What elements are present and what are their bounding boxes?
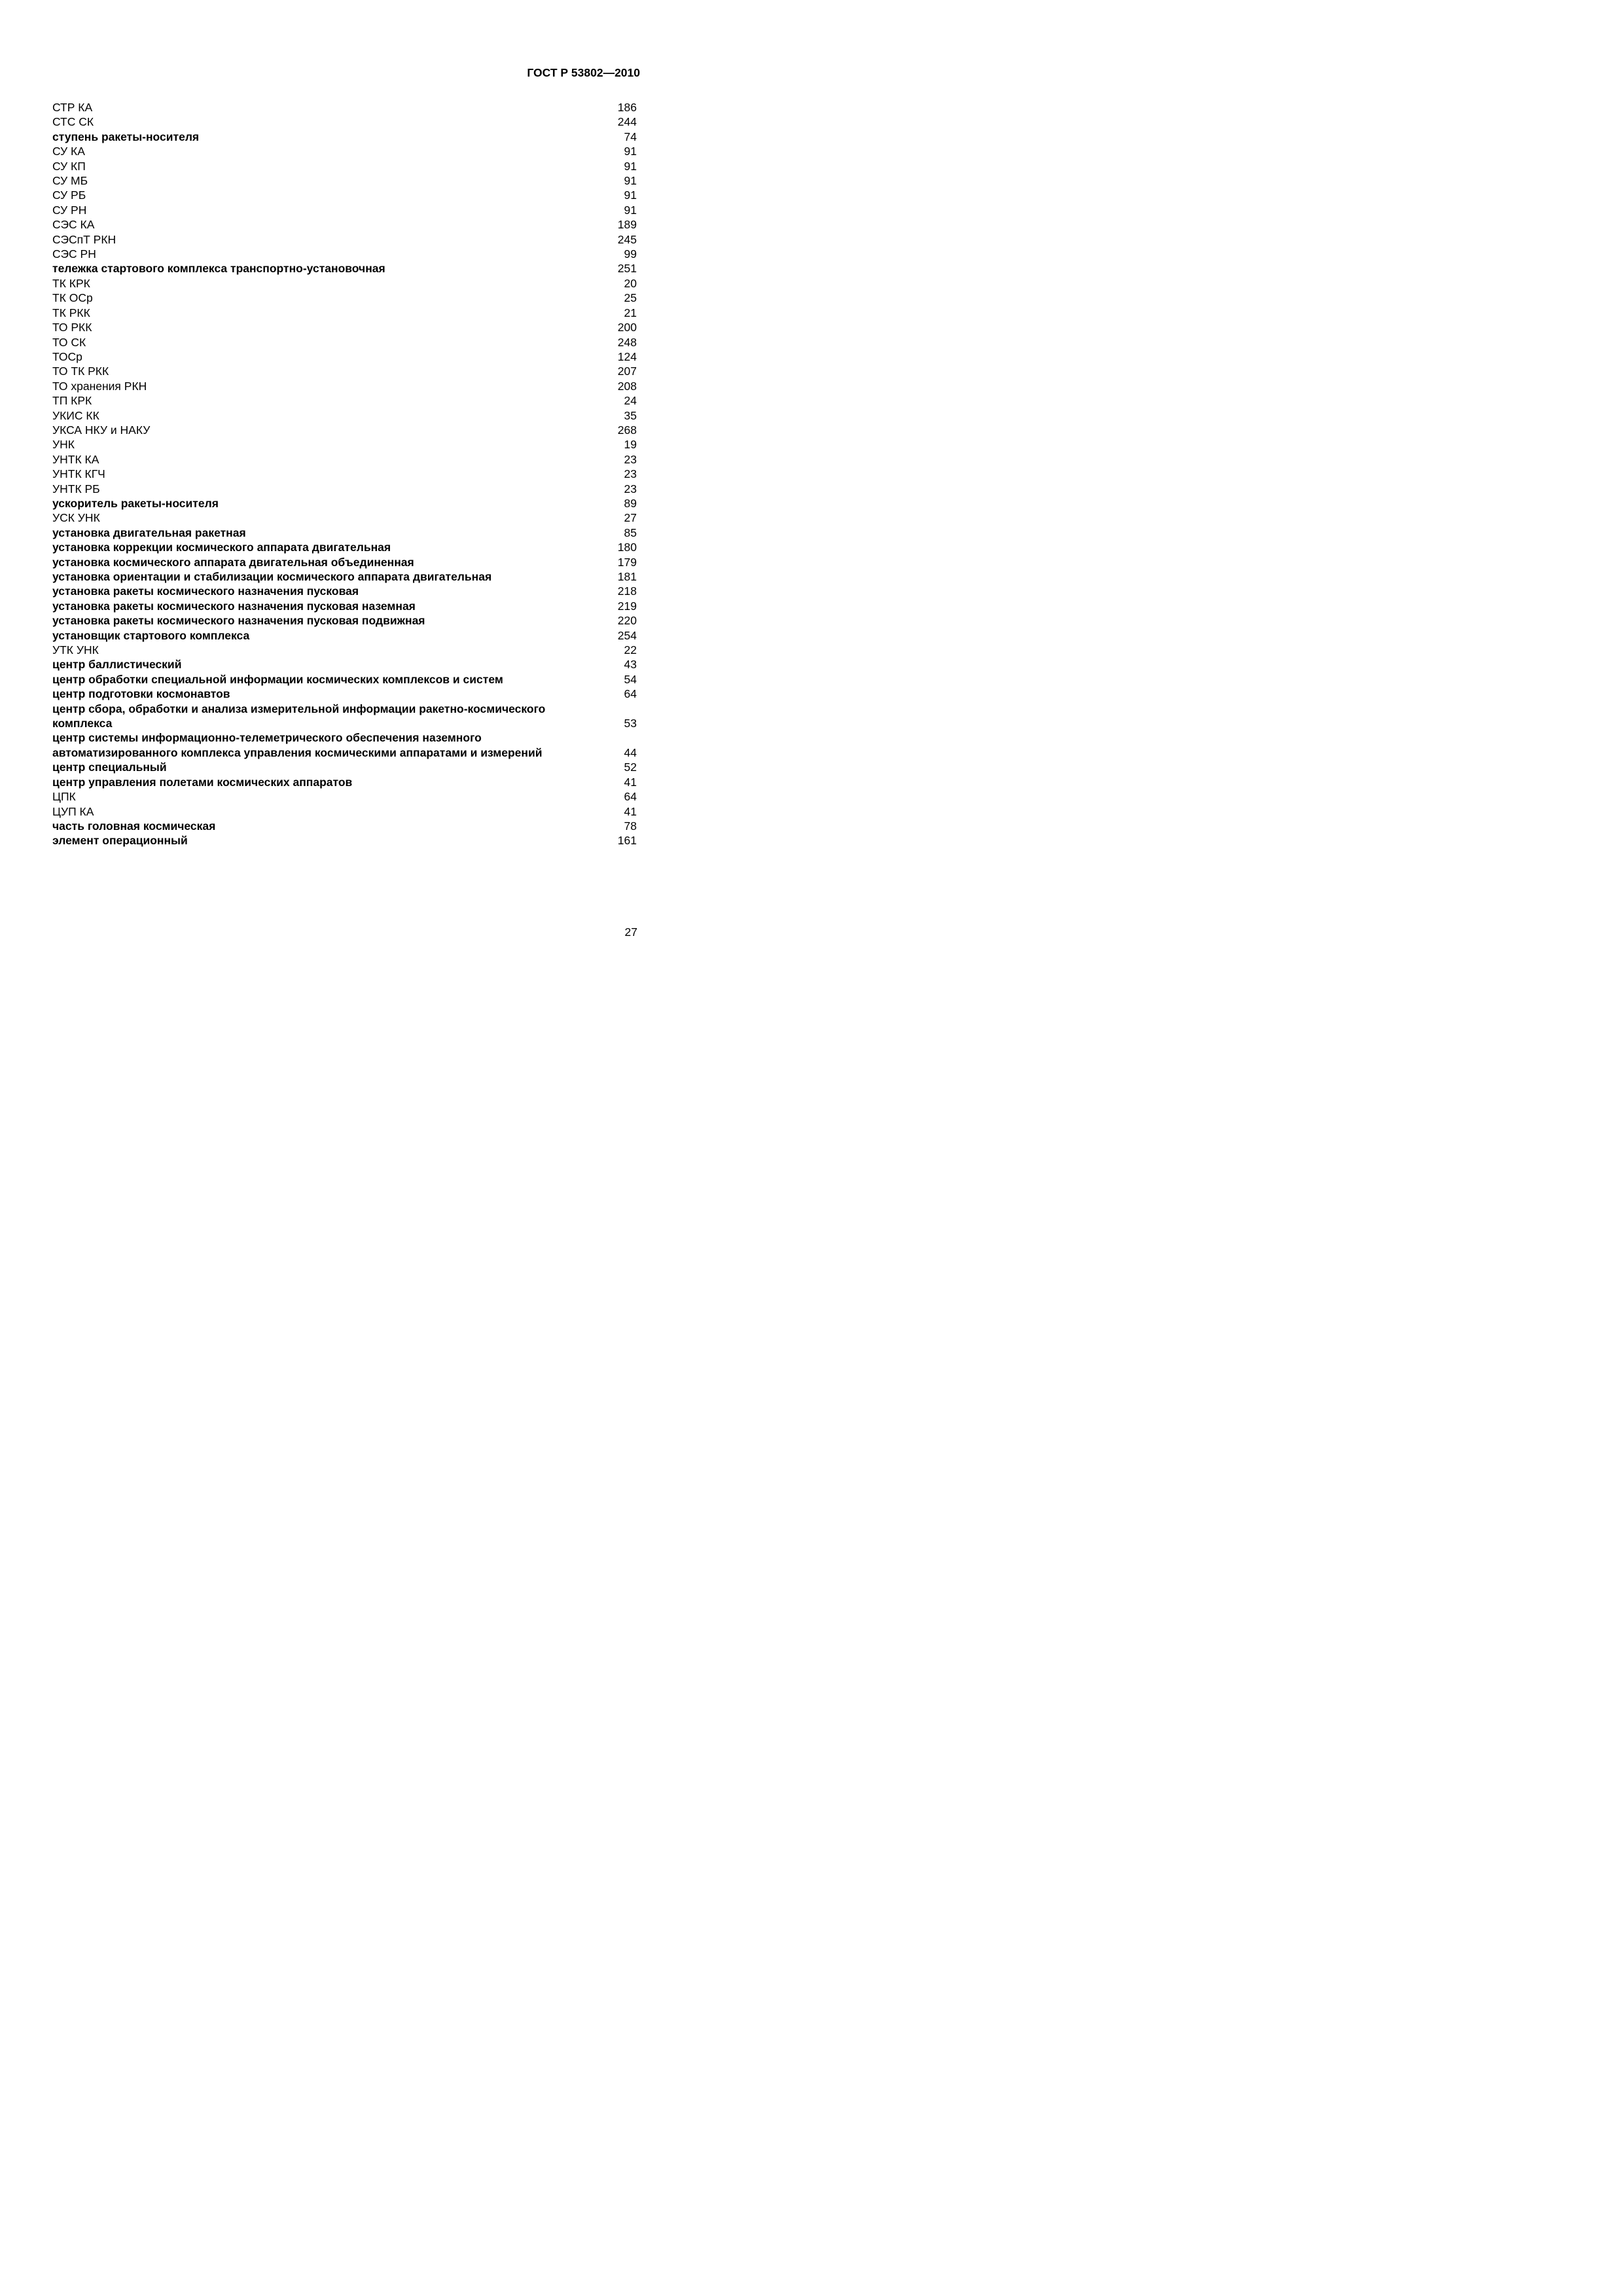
index-term: тележка стартового комплекса транспортно-установочная [52, 262, 385, 276]
index-term: ТП КРК [52, 394, 92, 408]
index-page-ref: 91 [624, 188, 637, 202]
index-entry [52, 657, 637, 672]
index-term: УКИС КК [52, 408, 99, 422]
index-entry [52, 775, 637, 789]
index-entry [52, 482, 637, 496]
index-page-ref: 124 [617, 350, 637, 363]
index-term: ТК РКК [52, 306, 90, 319]
index-page-ref: 54 [624, 672, 637, 686]
index-entry [52, 730, 637, 745]
index-entry [52, 628, 637, 643]
index-page-ref: 19 [624, 438, 637, 452]
index-term: установка двигательная ракетная [52, 526, 246, 539]
index-entry [52, 716, 637, 730]
index-entry [52, 173, 637, 188]
index-term: ступень ракеты-носителя [52, 130, 200, 143]
index-term: ТК КРК [52, 276, 90, 290]
index-term: центр управления полетами космических аппаратов [52, 775, 353, 789]
index-page-ref: 23 [624, 452, 637, 466]
index-page-ref: 244 [617, 115, 637, 129]
index-term: ТО РКК [52, 321, 92, 334]
index-entry [52, 672, 637, 687]
index-entry [52, 555, 637, 569]
index-entry [52, 115, 637, 129]
index-page-ref: 22 [624, 643, 637, 657]
index-page-ref: 251 [617, 262, 637, 276]
index-page-ref: 91 [624, 145, 637, 158]
index-page-ref: 99 [624, 247, 637, 261]
index-page-ref: 254 [617, 628, 637, 642]
index-entry [52, 291, 637, 305]
index-entry [52, 613, 637, 628]
index-term: центр подготовки космонавтов [52, 687, 230, 701]
index-term: УНТК КА [52, 452, 99, 466]
index-page-ref: 20 [624, 276, 637, 290]
index-term: СУ РБ [52, 188, 86, 202]
index-entry [52, 130, 637, 144]
index-page-ref: 208 [617, 379, 637, 393]
index-entry [52, 247, 637, 261]
index-entry [52, 232, 637, 247]
index-term: часть головная космическая [52, 819, 216, 833]
index-entry [52, 833, 637, 848]
index-entry [52, 217, 637, 232]
index-term: ТО ТК РКК [52, 365, 109, 378]
index-term: СУ КП [52, 159, 86, 173]
index-entry [52, 526, 637, 540]
index-term: установка космического аппарата двигательная объединенная [52, 555, 414, 569]
index-page-ref: 35 [624, 408, 637, 422]
index-entry [52, 335, 637, 350]
index-entry [52, 203, 637, 217]
index-entry [52, 540, 637, 554]
index-entry [52, 437, 637, 452]
index-page-ref: 220 [617, 614, 637, 628]
index-term: установщик стартового комплекса [52, 628, 250, 642]
index-entry [52, 687, 637, 701]
index-page-ref: 179 [617, 555, 637, 569]
index-page-ref: 74 [624, 130, 637, 143]
index-page-ref: 64 [624, 687, 637, 701]
index-term: ТО хранения РКН [52, 379, 147, 393]
index-page-ref: 64 [624, 790, 637, 804]
index-entry [52, 379, 637, 393]
index-term: УКСА НКУ и НАКУ [52, 423, 151, 437]
index-entry [52, 408, 637, 423]
index-term: СЭС КА [52, 218, 95, 232]
index-term: УНК [52, 438, 75, 452]
index-entry [52, 100, 637, 115]
index-term: СТС СК [52, 115, 94, 129]
document-header: ГОСТ Р 53802—2010 [527, 66, 640, 79]
index-page-ref: 189 [617, 218, 637, 232]
index-term: установка ракеты космического назначения пусковая [52, 584, 359, 598]
index-entry [52, 188, 637, 202]
index-term: комплекса [52, 717, 113, 730]
index-page-ref: 27 [624, 511, 637, 525]
index-term: УСК УНК [52, 511, 100, 525]
index-term: центр специальный [52, 761, 167, 774]
index-page-ref: 23 [624, 482, 637, 495]
index-page-ref: 41 [624, 775, 637, 789]
index-entry [52, 144, 637, 158]
index-page-ref: 78 [624, 819, 637, 833]
index-term: СЭС РН [52, 247, 96, 261]
index-page-ref: 43 [624, 658, 637, 672]
index-term: центр сбора, обработки и анализа измерительной информации ракетно-космического [52, 702, 546, 715]
index-term: ТО СК [52, 335, 86, 349]
index-entry [52, 584, 637, 598]
index-term: ТОСр [52, 350, 82, 363]
index-term: установка ориентации и стабилизации космического аппарата двигательная [52, 570, 492, 583]
index-entry [52, 452, 637, 467]
index-entry [52, 760, 637, 774]
index-page-ref: 53 [624, 717, 637, 730]
index-entry [52, 599, 637, 613]
index-term: центр обработки специальной информации космических комплексов и систем [52, 672, 503, 686]
index-entry [52, 467, 637, 481]
index-term: СУ РН [52, 203, 87, 217]
index-page-ref: 200 [617, 321, 637, 334]
index-entry [52, 320, 637, 334]
index-term: УТК УНК [52, 643, 99, 657]
page-number: 27 [624, 925, 637, 939]
index-page-ref: 207 [617, 365, 637, 378]
index-page-ref: 91 [624, 174, 637, 188]
index-term: установка ракеты космического назначения пусковая подвижная [52, 614, 425, 628]
term-index [52, 100, 637, 848]
index-page-ref: 44 [624, 745, 637, 759]
index-page-ref: 52 [624, 761, 637, 774]
index-term: УНТК РБ [52, 482, 100, 495]
index-page-ref: 23 [624, 467, 637, 481]
index-page-ref: 180 [617, 541, 637, 554]
index-entry [52, 276, 637, 291]
index-term: центр баллистический [52, 658, 182, 672]
index-entry [52, 702, 637, 716]
index-term: элемент операционный [52, 834, 188, 848]
index-entry [52, 261, 637, 276]
index-page-ref: 248 [617, 335, 637, 349]
index-entry [52, 159, 637, 173]
index-entry [52, 364, 637, 378]
index-entry [52, 569, 637, 584]
index-term: автоматизированного комплекса управления космическими аппаратами и измерений [52, 745, 543, 759]
index-term: СУ КА [52, 145, 85, 158]
index-entry [52, 350, 637, 364]
index-page-ref: 41 [624, 804, 637, 818]
index-term: ускоритель ракеты-носителя [52, 496, 219, 510]
index-term: установка коррекции космического аппарата двигательная [52, 541, 391, 554]
index-entry [52, 496, 637, 511]
index-page-ref: 85 [624, 526, 637, 539]
index-page-ref: 25 [624, 291, 637, 305]
index-page-ref: 219 [617, 599, 637, 613]
index-term: СУ МБ [52, 174, 88, 188]
index-term: ЦПК [52, 790, 76, 804]
index-page-ref: 161 [617, 834, 637, 848]
index-page-ref: 181 [617, 570, 637, 583]
index-entry [52, 789, 637, 804]
index-entry [52, 306, 637, 320]
index-term: ТК ОСр [52, 291, 93, 305]
index-term: СЭСпТ РКН [52, 232, 116, 246]
index-page-ref: 218 [617, 584, 637, 598]
index-entry [52, 804, 637, 819]
index-page-ref: 268 [617, 423, 637, 437]
index-page-ref: 245 [617, 232, 637, 246]
index-page-ref: 24 [624, 394, 637, 408]
index-term: установка ракеты космического назначения пусковая наземная [52, 599, 416, 613]
index-page-ref: 91 [624, 159, 637, 173]
index-entry [52, 423, 637, 437]
index-term: центр системы информационно-телеметрического обеспечения наземного [52, 731, 482, 745]
index-entry [52, 393, 637, 408]
index-term: УНТК КГЧ [52, 467, 105, 481]
index-term: СТР КА [52, 101, 93, 114]
index-page-ref: 91 [624, 203, 637, 217]
index-term: ЦУП КА [52, 804, 94, 818]
index-page-ref: 89 [624, 496, 637, 510]
index-entry [52, 643, 637, 657]
index-entry [52, 819, 637, 833]
index-page-ref: 186 [617, 101, 637, 114]
index-page-ref: 21 [624, 306, 637, 319]
index-entry [52, 511, 637, 525]
index-entry [52, 745, 637, 760]
